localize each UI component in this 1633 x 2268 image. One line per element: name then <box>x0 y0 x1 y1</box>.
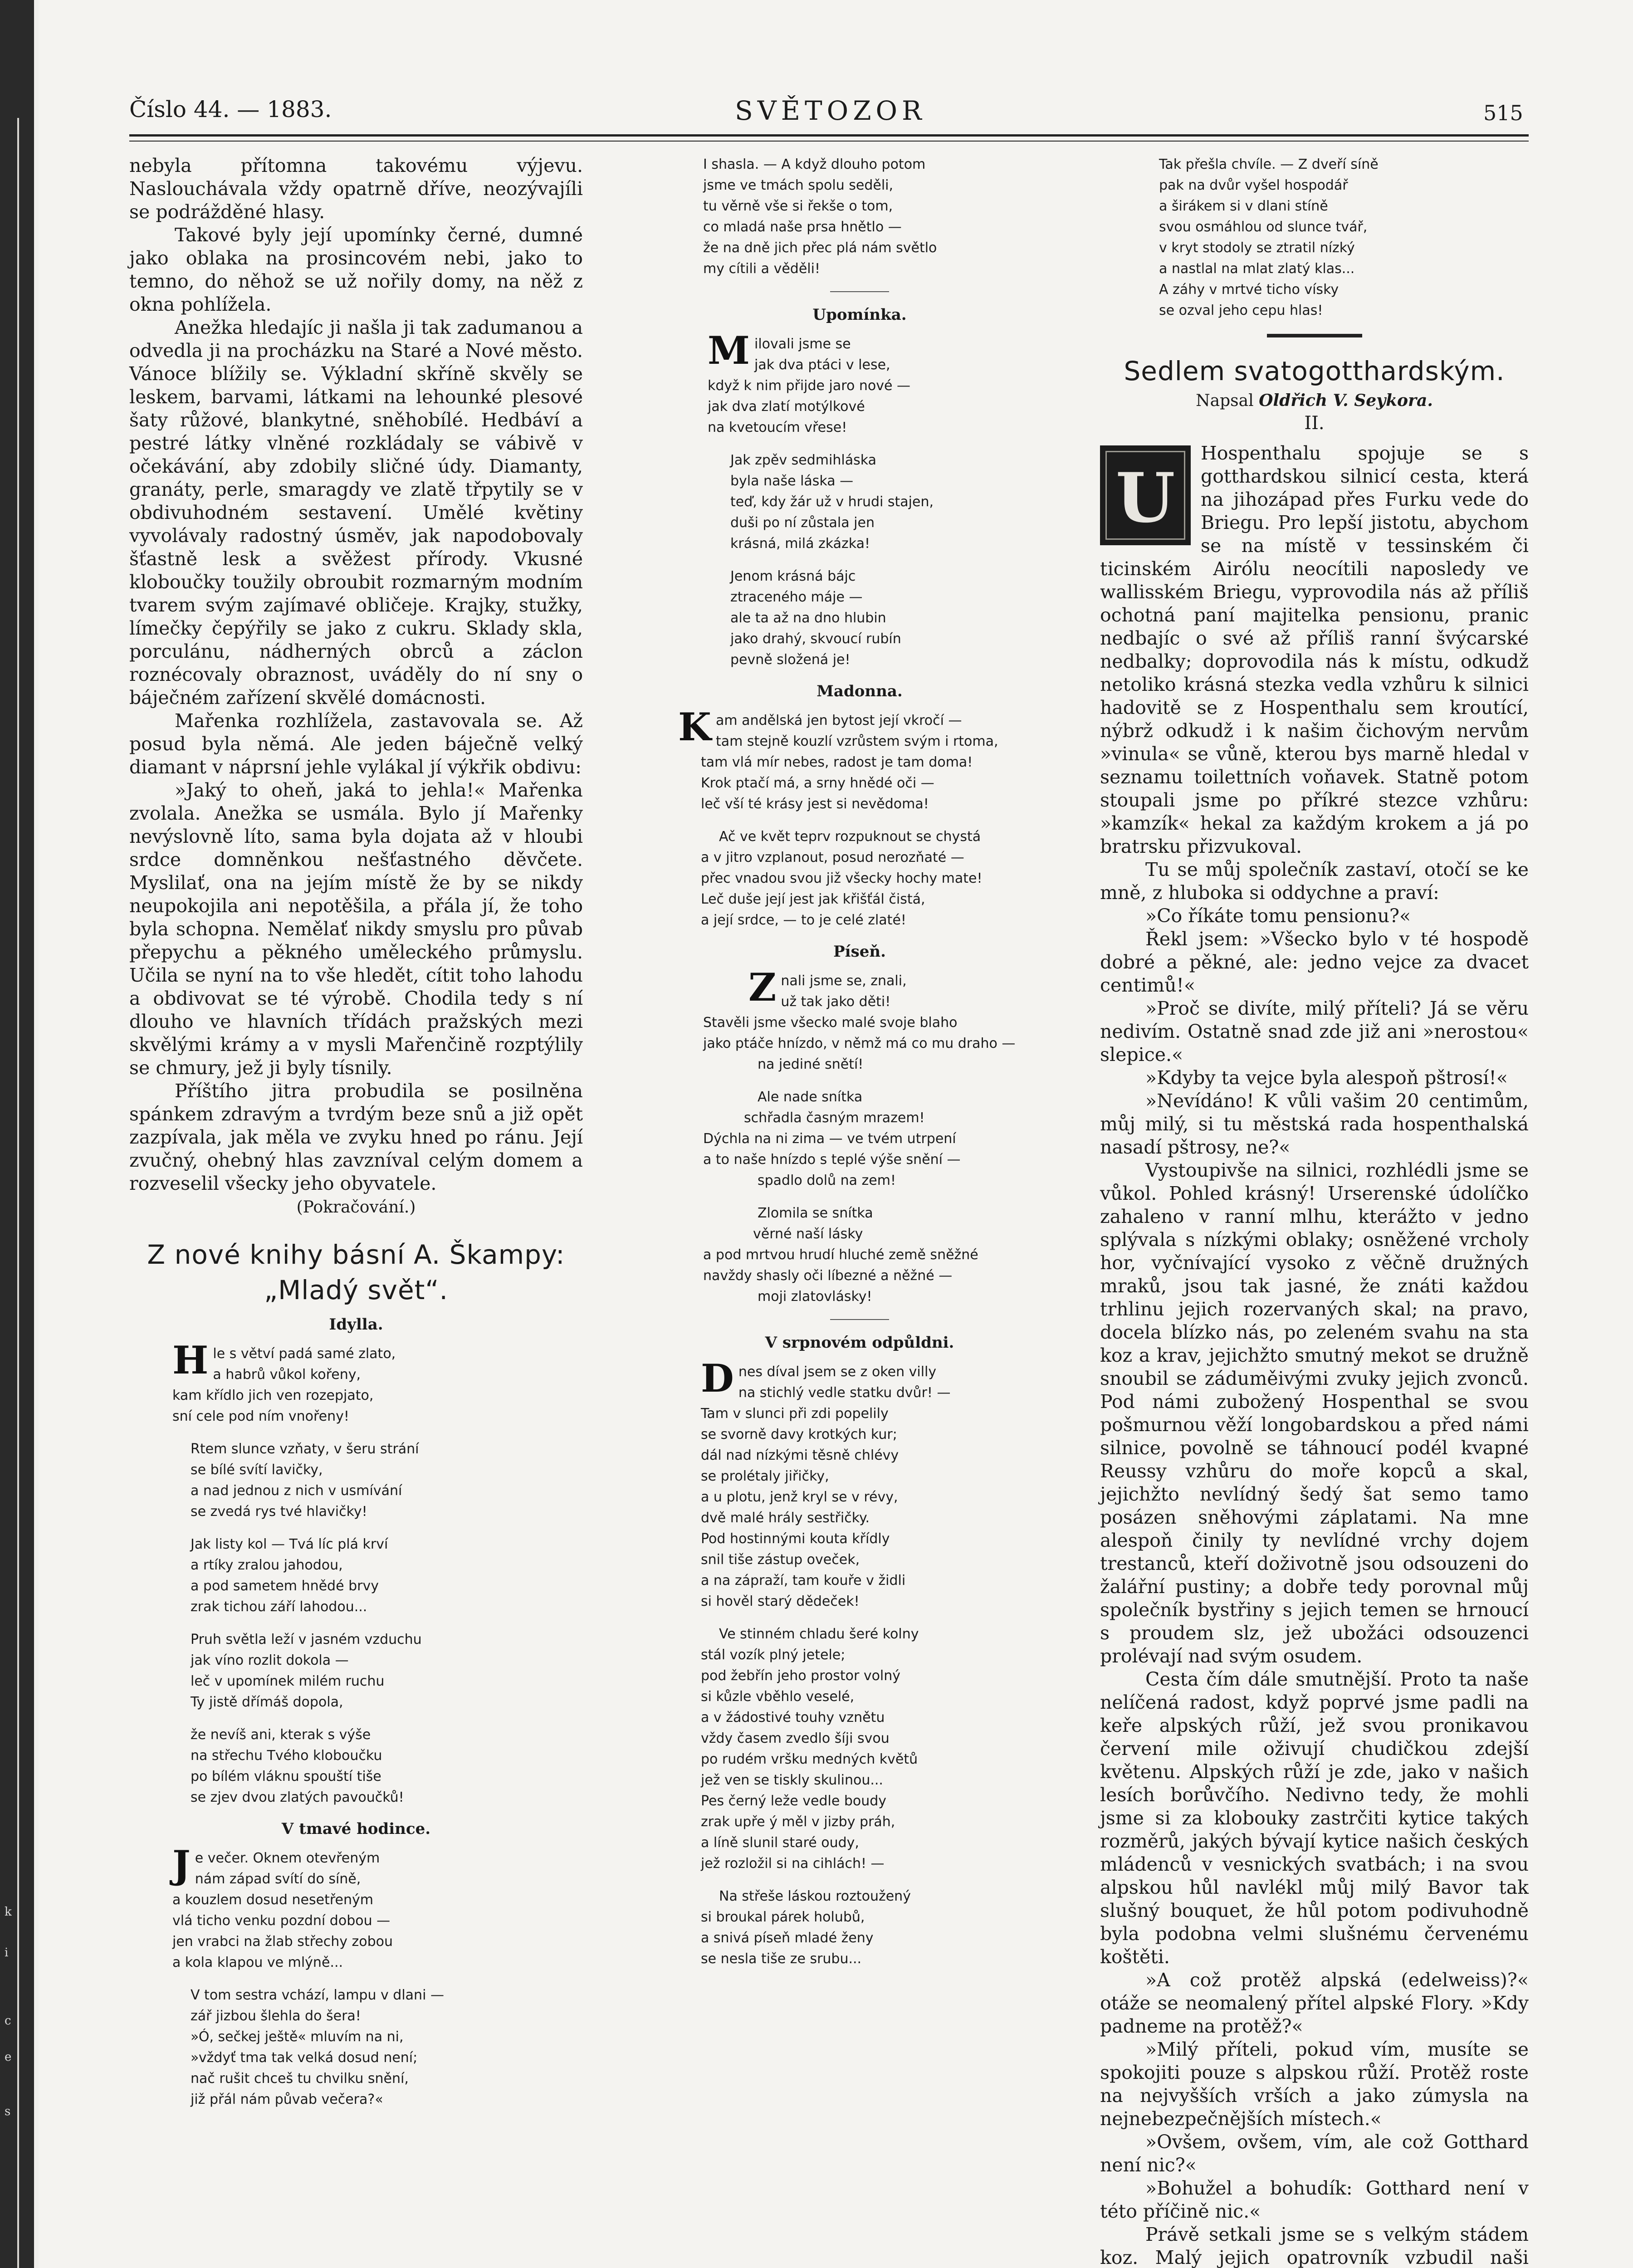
verse-line: nám západ svítí do síně, <box>195 1871 361 1887</box>
verse-line: »Ó, sečkej ještě« mluvím na ni, <box>191 2029 404 2045</box>
verse-line: ztraceného máje — <box>730 589 863 605</box>
verse-line: ale ta až na dno hlubin <box>730 610 886 626</box>
verse-line: jež rozložil si na cihlách! — <box>701 1856 885 1872</box>
verse-line: na střechu Tvého kloboučku <box>191 1748 382 1764</box>
verse-line: se ozval jeho cepu hlas! <box>1159 303 1323 318</box>
margin-char: i <box>5 1946 9 1960</box>
verse-line: na stichlý vedle statku dvůr! — <box>738 1385 951 1401</box>
section-title: Z nové knihy básní A. Škampy: <box>147 1239 565 1270</box>
stanza <box>172 1842 583 1973</box>
verse-line: se zjev dvou zlatých pavoučků! <box>191 1789 404 1805</box>
stanza <box>703 965 1041 1075</box>
stanza <box>708 450 1041 554</box>
verse-line: byla naše láska — <box>730 473 854 489</box>
verse-line: že nevíš ani, kterak s výše <box>191 1727 371 1743</box>
initial-letter: M <box>708 328 750 373</box>
verse-line: a kouzlem dosud nesetřeným <box>172 1892 373 1908</box>
verse-line: schřadla časným mrazem! <box>744 1110 925 1126</box>
verse-line: a habrů vůkol kořeny, <box>213 1367 361 1383</box>
verse-line: tam vlá mír nebes, radost je tam doma! <box>701 754 973 770</box>
verse-line: Ve stinném chladu šeré kolny <box>719 1626 919 1642</box>
verse-line: Pruh světla leží v jasném vzduchu <box>191 1632 422 1647</box>
verse-line: jen vrabci na žlab střechy zobou <box>172 1934 393 1950</box>
paragraph: »Ovšem, ovšem, vím, ale což Gotthard není nic?« <box>1100 2131 1529 2176</box>
verse-line: nač rušit chceš tu chvilku snění, <box>191 2071 409 2087</box>
paragraph: »Milý příteli, pokud vím, musíte se spokojiti pouze s alpskou růží. Protěž roste na nejvyšších vrších a jako zúmysla na nejnebezpečnějších místech.« <box>1100 2038 1529 2130</box>
paragraph: »Bohužel a bohudík: Gotthard není v této příčině nic.« <box>1100 2177 1529 2222</box>
verse-line: si broukal párek holubů, <box>701 1909 865 1925</box>
chapter-number: II. <box>1304 413 1325 434</box>
page-gutter <box>17 118 19 2268</box>
verse-line: a nad jednou z nich v usmívání <box>191 1483 402 1499</box>
verse-line: I shasla. — A když dlouho potom <box>703 156 926 172</box>
page-number: 515 <box>1483 101 1523 125</box>
margin-char: c <box>5 2014 11 2028</box>
verse-line: se bílé svítí lavičky, <box>191 1462 323 1478</box>
article-title: Sedlem svatogotthardským. <box>1124 356 1505 386</box>
verse-line: co mladá naše prsa hnětlo — <box>703 219 902 235</box>
column-middle <box>678 154 1041 1981</box>
verse-line: na kvetoucím vřese! <box>708 420 847 435</box>
paragraph: »A což protěž alpská (edelweiss)?« otáže se neomalený přítel alpské Flory. »Kdy padneme na protěž?« <box>1100 1969 1529 2037</box>
verse-line: Znali jsme se, znali, <box>748 965 907 1010</box>
poem-v-srpnovem-odpuldni <box>678 1356 1041 1970</box>
adjacent-page-edge <box>0 0 34 2268</box>
verse-line: se nesla tiše ze srubu... <box>701 1951 862 1967</box>
verse-line: Tak přešla chvíle. — Z dveří síně <box>1159 156 1379 172</box>
verse-line: v kryt stodoly se ztratil nízký <box>1159 240 1355 256</box>
verse-line: Pod hostinnými kouta křídly <box>701 1531 890 1547</box>
poem-continuation <box>678 154 1041 279</box>
verse-line: V tom sestra vchází, lampu v dlani — <box>191 1987 444 2003</box>
verse-line: jako drahý, skvoucí rubín <box>730 631 901 647</box>
paragraph: Příštího jitra probudila se posilněna spánkem zdravým a tvrdým beze snů a již opět zazpívala, jak měla ve zvyku hned po ránu. Její zvučný, ohebný hlas zavzníval celým domem a rozveselil všecky jeho obyvatele. <box>129 1080 583 1194</box>
initial-letter: Z <box>748 965 777 1010</box>
poem-title: Upomínka. <box>812 306 907 324</box>
paragraph: »Jaký to oheň, jaká to jehla!« Mařenka zvolala. Anežka se usmála. Bylo jí Mařenky nevýslovně líto, sama byla dojata až v hloubi srdce domněnkou nešťastného děvčete. Myslilať, ona na jejím místě že by se nikdy neupokojila ani nepotěšila, a přála jí, že toho byla schopna. Nemělať nikdy smyslu pro půvab přepychu a pěkného uměleckého průmyslu. Učila se nyní na to vše hledět, cítit toho lahodu a obdivovat se té výrobě. Chodila tedy s ní dlouho ve hlavních třídách pražských mezi skvělými krámy a v mysli Mařenčině rozptýlily se chmury, jež ji byly tísnily. <box>129 779 583 1079</box>
verse-line: se prolétaly jiřičky, <box>701 1468 829 1484</box>
initial-letter: K <box>678 704 712 749</box>
verse-line: a líně slunil staré oudy, <box>701 1835 859 1851</box>
initial-letter: D <box>701 1356 734 1401</box>
poem-title: Idylla. <box>329 1315 383 1334</box>
verse-line: leč vší té krásy jest si nevědoma! <box>701 796 929 812</box>
stanza <box>172 1439 583 1522</box>
verse-line: vlá ticho venku pozdní dobou — <box>172 1913 391 1929</box>
article-body <box>1100 442 1529 2268</box>
verse-line: jsme ve tmách spolu seděli, <box>703 177 894 193</box>
verse-line: svou osmáhlou od slunce tvář, <box>1159 219 1368 235</box>
stanza <box>708 566 1041 670</box>
verse-line: se zvedá rys tvé hlavičky! <box>191 1504 367 1520</box>
verse-line: už tak jako děti! <box>781 994 891 1010</box>
margin-char: e <box>5 2050 12 2064</box>
verse-line: a snivá píseň mladé ženy <box>701 1930 874 1946</box>
verse-line: a to naše hnízdo s teplé výše snění — <box>703 1152 961 1168</box>
verse-line: a širákem si v dlani stíně <box>1159 198 1328 214</box>
paragraph: »Proč se divíte, milý příteli? Já se věru nedivím. Ostatně snad zde již ani »nerostou« slepice.« <box>1100 997 1529 1066</box>
poem-title: Madonna. <box>816 682 903 700</box>
verse-line: a nastlal na mlat zlatý klas... <box>1159 261 1355 277</box>
verse-line: Jak zpěv sedmihláska <box>730 452 876 468</box>
verse-line: spadlo dolů na zem! <box>758 1173 896 1188</box>
poem-title: V tmavé hodince. <box>281 1820 431 1838</box>
paragraph: Anežka hledajíc ji našla ji tak zadumanou a odvedla ji na procházku na Staré a Nové město. Vánoce blížily se. Výkladní skříně skvěly se leskem, barvami, látkami na lehounké plesové šaty růžové, blankytné, sněhobílé. Hedbáví a pestré látky vlněné rozkládaly se vábivě v očekávání, aby zdobily sličné údy. Diamanty, granáty, perle, smaragdy ve zlatě třpytily se v obdivuhodném sestavení. Umělé květiny vyvolávaly radostný úsměv, jak napodobovaly šťastně lesk a svěžest přírody. Vkusné kloboučky toužily obroubit rozmarným modním tvarem svým zajímavé obličeje. Krajky, stužky, límečky čepýřily se jako z cukru. Sklady skla, porculánu, nádherných obrců a záclon roznécovaly obraznost, uváděly do ní sny o báječném zařízení skvělé domácnosti. <box>129 317 583 709</box>
stanza <box>701 1356 1041 1612</box>
verse-line: Dýchla na ni zima — ve tvém utrpení <box>703 1131 956 1147</box>
verse-line: duši po ní zůstala jen <box>730 515 875 531</box>
verse-line: Jak listy kol — Tvá líc plá krví <box>191 1536 388 1552</box>
verse-line: sní cele pod ním vnořeny! <box>172 1408 349 1424</box>
verse-line: tu věrně vše si řekše o tom, <box>703 198 893 214</box>
header-rule-thin <box>129 141 1529 142</box>
verse-line: po rudém vršku medných květů <box>701 1751 918 1767</box>
verse-line: Milovali jsme se <box>708 328 851 373</box>
verse-line: jako ptáče hnízdo, v němž má co mu draho — <box>703 1036 1016 1051</box>
verse-line: leč v upomínek milém ruchu <box>191 1673 385 1689</box>
issue-number: Číslo 44. — 1883. <box>129 96 332 122</box>
paragraph: »Co říkáte tomu pensionu?« <box>1145 905 1411 927</box>
verse-line: Krok ptačí má, a srny hnědé oči — <box>701 775 934 791</box>
paragraph: Tu se můj společník zastaví, otočí se ke mně, z hluboka si oddychne a praví: <box>1100 859 1529 904</box>
verse-line: dál nad nízkými těsně chlévy <box>701 1447 899 1463</box>
paragraph: Takové byly její upomínky černé, dumné jako oblaka na prosincovém nebi, jako to temno, do něhož se už nořily domy, na něž z okna pohlížela. <box>129 224 583 315</box>
paragraph: nebyla přítomna takovému výjevu. Naslouchávala vždy opatrně dříve, neozývajíli se podrážděné hlasy. <box>129 155 583 223</box>
verse-line: teď, kdy žár už v hrudi stajen, <box>730 494 934 510</box>
verse-line: jež ven se tiskly skulinou... <box>701 1772 883 1788</box>
story-continuation <box>129 154 583 1217</box>
verse-line: již přál nám půvab večera?« <box>191 2092 383 2107</box>
verse-line: zrak upře ý měl v jizby práh, <box>701 1814 895 1830</box>
margin-char: k <box>5 1905 12 1919</box>
verse-line: stál vozík plný jetele; <box>701 1647 846 1663</box>
paragraph: Mařenka rozhlížela, zastavovala se. Až posud byla němá. Ale jeden báječně velký diamant v náprsní jehle vylákal jí výkřik obdivu: <box>129 710 583 778</box>
verse-line: zář jizbou šlehla do šera! <box>191 2008 361 2024</box>
verse-line: Na střeše láskou roztoužený <box>719 1888 911 1904</box>
verse-line: snil tiše zástup oveček, <box>701 1552 860 1568</box>
verse-line: zrak tichou září lahodou... <box>191 1599 367 1615</box>
poem-continuation <box>1100 154 1529 321</box>
verse-line: Jenom krásná bájc <box>730 568 856 584</box>
margin-char: s <box>5 2105 11 2118</box>
verse-line: se svorně davy krotkých kur; <box>701 1427 897 1442</box>
stanza <box>701 1624 1041 1874</box>
verse-line: jak víno rozlit dokola — <box>191 1652 349 1668</box>
verse-line: když k nim přijde jaro nové — <box>708 378 910 394</box>
stanza <box>172 1629 583 1713</box>
paragraph: Vystoupivše na silnici, rozhlédli jsme se vůkol. Pohled krásný! Urserenské údolíčko zahaleno v ranní mlhu, kterážto v jedno splývala s nízkými oblaky; osněžené vrcholy hor, vyčnívající vysoko z věčně družných mraků, jsou tak jasné, že znáti každou trhlinu jejich rozervaných skal; na pravo, docela blízko nás, po zeleném svahu na sta koz a krav, jejichžto smutný mekot se družně snoubil se záduměivými zvuky jejich zvonců. Pod námi zubožený Hospenthal se svou pošmurnou věží longobardskou a před námi silnice, povolně se táhnoucí podél kvapné Reussy vzhůru do moře kopců a skal, jejichžto nevlídný šedý šat semo tamo posázen sněhovými záplatami. Na mne alespoň činily ty nevlídné vrchy dojem trestanců, kteří doživotně jsou odsouzeni do žalářní pustiny; a dobře tedy porovnal můj společník bystřiny s jejich temen se hrnoucí s proudem slz, jež ubožáci odsouzenci prolévají nad svým osudem. <box>1100 1159 1529 1667</box>
paragraph: Řekl jsem: »Všecko bylo v té hospodě dobré a pěkné, ale: jedno vejce za dvacet centimů!« <box>1100 928 1529 996</box>
verse-line: kam křídlo jich ven rozepjato, <box>172 1388 374 1403</box>
verse-line: Dnes díval jsem se z oken villy <box>701 1356 937 1401</box>
stanza <box>172 1725 583 1808</box>
poem-title: Píseň. <box>833 943 886 961</box>
verse-line: Leč duše její jest jak křišťál čistá, <box>701 891 925 907</box>
stanza <box>678 826 1041 931</box>
stanza <box>678 704 1041 815</box>
author-name: Oldřich V. Seykora. <box>1259 391 1433 410</box>
verse-line: Ale nade snítka <box>758 1089 863 1105</box>
stanza <box>172 1338 583 1427</box>
verse-line: vždy časem zvedlo šíji svou <box>701 1730 890 1746</box>
separator <box>830 1319 889 1320</box>
verse-line: jak dva ptáci v lese, <box>754 357 890 373</box>
stanza <box>708 328 1041 438</box>
separator <box>830 291 889 292</box>
stanza <box>172 1534 583 1618</box>
verse-line: si hověl starý dědeček! <box>701 1593 860 1609</box>
verse-line: dvě malé hrály sestřičky. <box>701 1510 870 1526</box>
poem-madonna <box>678 704 1041 931</box>
initial-letter: H <box>172 1338 209 1383</box>
verse-line: si kůzle vběhlo veselé, <box>701 1689 855 1705</box>
paragraph: Právě setkali jsme se s velkým stádem koz. Malý jejich opatrovník vzbudil naši <box>1100 2224 1529 2268</box>
verse-line: a u plotu, jenž kryl se v révy, <box>701 1489 898 1505</box>
verse-line: jak dva zlatí motýlkové <box>708 399 865 415</box>
dropcap-letter: U <box>1115 458 1175 538</box>
separator <box>1267 334 1362 337</box>
verse-line: a na zápraží, tam kouře v židli <box>701 1573 906 1589</box>
ornamental-initial <box>1100 445 1191 545</box>
verse-line: my cítili a věděli! <box>703 261 820 277</box>
paragraph: »Kdyby ta vejce byla alespoň pštrosí!« <box>1145 1067 1508 1089</box>
poem-title: V srpnovém odpůldni. <box>765 1334 954 1352</box>
stanza <box>172 1985 583 2110</box>
poem-v-tmave-hodince <box>129 1842 583 2110</box>
stanza <box>703 1087 1041 1191</box>
paragraph: Cesta čím dále smutnější. Proto ta naše nelíčená radost, když poprvé jsme padli na keře alpských růží, jež svou pronikavou červení mile oživují chudičkou zdejší květenu. Alpských růží je zde, jako v našich lesích borůvčího. Nedivno tedy, že mohli jsme si za klobouky zastrčiti kytice takých rozměrů, jakých bývají kytice našich českých mládenců v vesnických svatbách; i na svou alpskou hůl navlékl můj milý Bavor tak slušný bouquet, že hůl potom podivuhodně byla podobna velmi slušnému červenému koštěti. <box>1100 1668 1529 1968</box>
verse-line: A záhy v mrtvé ticho vísky <box>1159 282 1339 298</box>
verse-line: pevně složená je! <box>730 652 851 668</box>
verse-line: krásná, milá zkázka! <box>730 536 870 552</box>
verse-line: a rtíky zralou jahodou, <box>191 1557 343 1573</box>
stanza <box>703 1203 1041 1307</box>
column-left <box>129 154 583 2122</box>
stanza <box>1159 154 1529 321</box>
paragraph: Hospenthalu spojuje se s gotthardskou silnicí cesta, která na jihozápad přes Furku vede do Briegu. Pro lepší jistotu, abychom se na místě v tessinském či ticinském Airólu neocítili naposledy ve wallisském Briegu, vyprovodila nás až příliš ochotná paní majitelka pensionu, pranic nedbajíc o své až příliš ranní švýcarské nedbalky; doprovodila nás k místu, odkudž netoliko krásná stezka vedla vzhůru k silnici hadovitě se z Hospenthalu sem kroutící, nýbrž odkudž i k našim čichovým nervům »vinula« se vůně, kterou bys marně hledal v seznamu toilettních voňavek. Statně potom stoupali jsme po příkré stezce vzhůru: »kamzík« hekal za každým krokem a já po bratrsku přizvukoval. <box>1100 442 1529 857</box>
column-right <box>1100 154 1529 2268</box>
verse-line: Rtem slunce vzňaty, v šeru strání <box>191 1441 419 1457</box>
section-subtitle: „Mladý svět“. <box>264 1275 448 1305</box>
paragraph: »Nevídáno! K vůli vašim 20 centimům, můj milý, si tu městská rada hospenthalská nasadí pštrosy, ne?« <box>1100 1090 1529 1158</box>
poem-upominka <box>678 328 1041 670</box>
verse-line: pak na dvůr vyšel hospodář <box>1159 177 1348 193</box>
verse-line: moji zlatovlásky! <box>758 1289 872 1305</box>
verse-line: Tam v slunci při zdi popelily <box>701 1406 889 1422</box>
verse-line: Zlomila se snítka <box>758 1205 873 1221</box>
magazine-title: SVĚTOZOR <box>735 95 926 126</box>
verse-line: a v jitro vzplanout, posud nerozňaté — <box>701 850 964 865</box>
verse-line: přec vnadou svou již všecky hochy mate! <box>701 870 983 886</box>
verse-line: Ač ve květ teprv rozpuknout se chystá <box>719 829 981 845</box>
byline: Napsal Oldřich V. Seykora. <box>1196 391 1433 410</box>
poem-idylla <box>129 1338 583 1808</box>
stanza <box>701 1886 1041 1970</box>
verse-line: Ty jistě dřímáš dopola, <box>191 1694 343 1710</box>
verse-line: po bílém vláknu spouští tiše <box>191 1769 381 1784</box>
verse-line: Pes černý leže vedle boudy <box>701 1793 887 1809</box>
verse-line: tam stejně kouzlí vzrůstem svým i rtoma, <box>716 733 998 749</box>
verse-line: a v žádostivé touhy vznětu <box>701 1710 885 1725</box>
verse-line: že na dně jich přec plá nám světlo <box>703 240 937 256</box>
verse-line: Stavěli jsme všecko malé svoje blaho <box>703 1015 958 1031</box>
verse-line: Kam andělská jen bytost její vkročí — <box>678 704 962 749</box>
verse-line: pod žebřín jeho prostor volný <box>701 1668 901 1684</box>
verse-line: věrné naší lásky <box>753 1226 863 1242</box>
poem-pisen <box>678 965 1041 1307</box>
stanza <box>703 154 1041 279</box>
verse-line: a její srdce, — to je celé zlaté! <box>701 912 906 928</box>
verse-line: Hle s větví padá samé zlato, <box>172 1338 396 1383</box>
magazine-page <box>39 0 1633 2268</box>
initial-letter: J <box>172 1842 191 1887</box>
header-rule <box>129 134 1529 137</box>
verse-line: a pod mrtvou hrudí hluché země sněžné <box>703 1247 978 1263</box>
verse-line: a kola klapou ve mlýně... <box>172 1955 343 1970</box>
verse-line: »vždyť tma tak velká dosud není; <box>191 2050 418 2066</box>
verse-line: na jediné snětí! <box>758 1056 864 1072</box>
continued-note: (Pokračování.) <box>296 1198 416 1217</box>
verse-line: navždy shasly oči líbezné a něžné — <box>703 1268 953 1284</box>
verse-line: a pod sametem hnědé brvy <box>191 1578 379 1594</box>
verse-line: Je večer. Oknem otevřeným <box>172 1842 380 1887</box>
